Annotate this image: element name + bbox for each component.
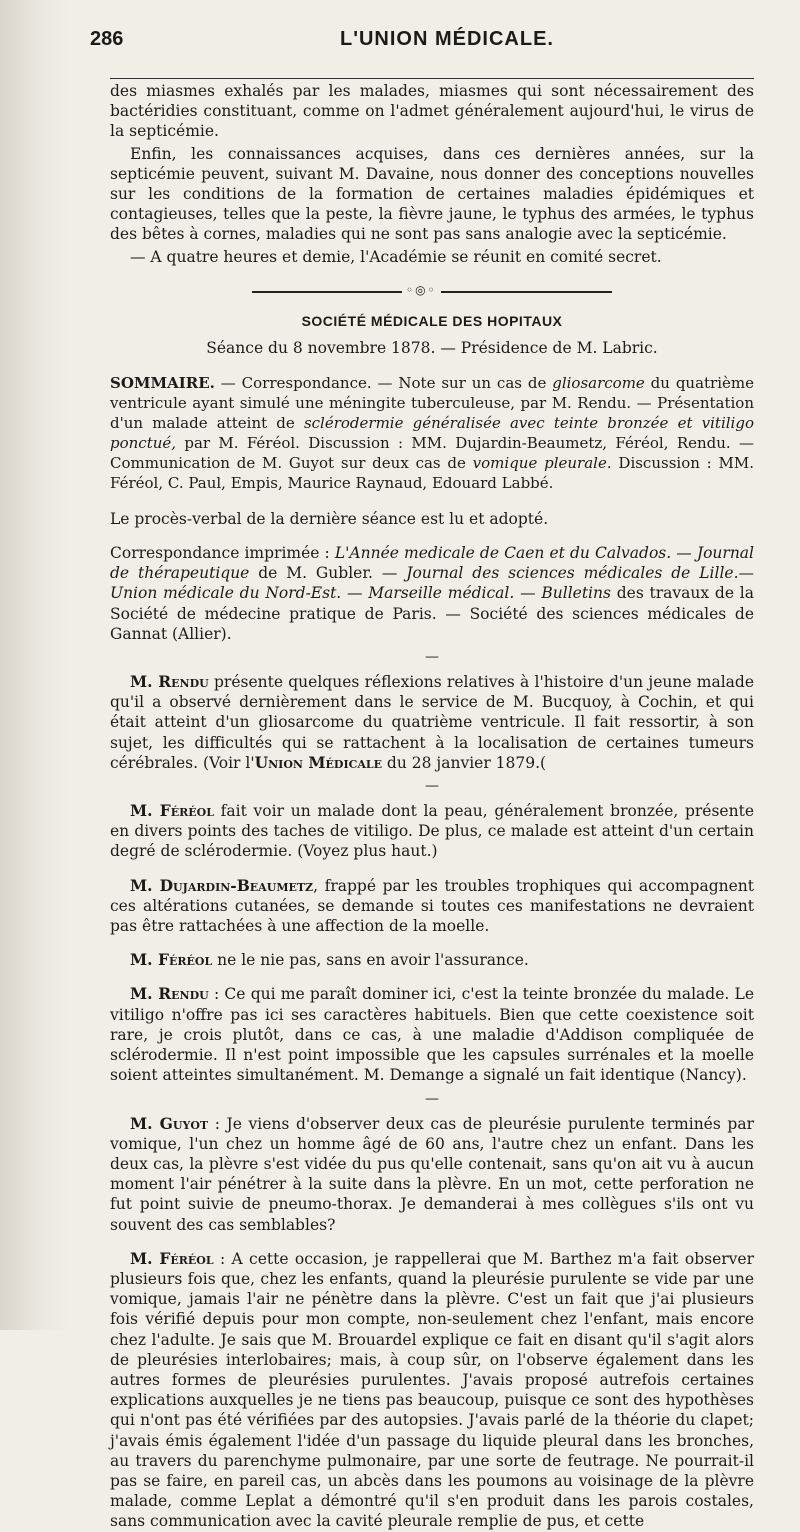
speech-text: fait voir un malade dont la peau, généralement bronzée, présente en divers points des taches de vitiligo. De plus, ce malade est atteint d'un certain degré de sclérodermie. (Voyez plus haut.) [110,802,754,861]
sommaire-lead: SOMMAIRE. [110,373,215,392]
corr-italic: Journal de thérapeutique [110,544,754,583]
speech-text: ne le nie pas, sans en avoir l'assurance. [212,951,529,970]
sommaire-italic: gliosarcome [552,373,645,392]
fereol-paragraph-3 [110,1249,754,1532]
speaker-name: M. Guyot [130,1113,209,1133]
corr-part: de M. Gubler. — [249,564,407,583]
speaker-name: M. Féréol [130,950,213,970]
sommaire [110,373,754,493]
header-rule [110,78,754,79]
running-header [90,28,754,60]
corr-italic: Marseille médical. [368,584,515,603]
sommaire-part: par M. Féréol. Discussion : MM. Dujardin-Beaumetz, Féréol, Rendu. — Communication de M. Guyot sur deux cas de [110,433,754,472]
intro-paragraph-2: Enfin, les connaissances acquises, dans ces dernières années, sur la septicémie peuvent, suivant M. Davaine, nous donner des conceptions nouvelles sur les conditions de la formation de certaines maladies épidémiques et contagieuses, telles que la peste, la fièvre jaune, le typhus des armées, le typhus des bêtes à cornes, maladies qui ne sont pas sans analogie avec la septicémie. [110,144,754,244]
sommaire-italic: sclérodermie généralisée avec teinte bronzée et vitiligo ponctué, [110,413,754,452]
dujardin-paragraph [110,876,754,937]
separator-dash: — [425,1090,439,1107]
corr-part: — [671,544,697,563]
correspondance [110,543,754,644]
separator-dash: — [425,649,439,666]
corr-italic: Journal des sciences médicales de Lille.— Union médicale du Nord-Est. [110,564,754,603]
journal-title: L'UNION MÉDICALE. [340,28,554,50]
sommaire-italic: vomique pleurale. [472,453,612,472]
corr-part: des travaux de la Société de médecine pratique de Paris. — Société des sciences médicales de Gannat (Allier). [110,584,754,643]
section-ornament: ◦◎◦ [252,287,612,297]
corr-part: — [341,584,369,603]
corr-italic: L'Année medicale de Caen et du Calvados. [334,544,672,563]
corr-part: — [514,584,542,603]
speech-text: présente quelques réflexions relatives à l'histoire d'un jeune malade qu'il a observé dernièrement dans le service de M. Bucquoy, à Cochin, et qui était atteint d'un gliosarcome du quatrième ventricule. Il fait ressortir, à son sujet, les difficultés qui se rattachent à la localisation de certaines tumeurs cérébrales. (Voir l' [110,673,754,772]
society-title: SOCIÉTÉ MÉDICALE DES HOPITAUX [301,312,563,329]
rendu-paragraph-1 [110,672,754,773]
speaker-name: M. Rendu [130,984,209,1004]
speech-text: : Ce qui me paraît dominer ici, c'est la teinte bronzée du malade. Le vitiligo n'offre pas ici ses caractères habituels. Bien que cette coexistence soit rare, je crois plutôt, dans ce cas, à une maladie d'Addison compliquée de sclérodermie. Il n'est point impossible que les capsules surrénales et la moelle soient atteintes simultanément. M. Demange a signalé un fait identique (Nancy). [110,985,754,1085]
speech-text: : Je viens d'observer deux cas de pleurésie purulente terminés par vomique, l'un chez un homme âgé de 60 ans, l'autre chez un enfant. Dans les deux cas, la plèvre s'est vidée du pus qu'elle contenait, sans qu'on ait vu à aucun moment l'air pénétrer à la suite dans la plèvre. En un mot, cette perforation ne fut point suivie de pneumo-thorax. Je demanderai à mes collègues s'ils ont vu souvent des cas semblables? [110,1114,754,1234]
fereol-paragraph-2 [110,950,754,970]
intro-paragraph-1: des miasmes exhalés par les malades, miasmes qui sont nécessairement des bactéridies constituant, comme on l'admet généralement aujourd'hui, le virus de la septicémie. [110,82,754,141]
speaker-name: M. Féréol [130,1248,214,1268]
fereol-paragraph-1 [110,801,754,862]
sommaire-part: Discussion : MM. Féréol, C. Paul, Empis, Maurice Raynaud, Edouard Labbé. [110,453,754,492]
journal-reference: Union Médicale [254,752,382,772]
separator-dash: — [425,778,439,795]
corr-part: Correspondance imprimée : [110,544,335,563]
page-number: 286 [90,28,124,50]
sommaire-part: — Correspondance. — Note sur un cas de [214,373,553,392]
proces-verbal: Le procès-verbal de la dernière séance est lu et adopté. [110,509,549,528]
sommaire-part: du quatrième ventricule ayant simulé une méningite tuberculeuse, par M. Rendu. — Présentation d'un malade atteint de [110,373,754,432]
intro-paragraph-3: — A quatre heures et demie, l'Académie se réunit en comité secret. [130,247,662,266]
speech-text: du 28 janvier 1879.( [382,753,547,772]
rendu-paragraph-2 [110,984,754,1085]
speech-text: : A cette occasion, je rappellerai que M. Barthez m'a fait observer plusieurs fois que, chez les enfants, quand la pleurésie purulente se vide par une vomique, jamais l'air ne pénètre dans la plèvre. C'est un fait que j'ai plusieurs fois vérifié depuis pour mon compte, non-seulement chez l'enfant, mais encore chez l'adulte. Je sais que M. Brouardel explique ce fait en disant qu'il s'agit alors de pleurésies interlobaires; mais, à coup sûr, on l'observe également dans les autres formes de pleurésies purulentes. J'avais proposé autrefois certaines explications auxquelles je ne tiens pas beaucoup, puisque ce sont des hypothèses qui n'ont pas été vérifiées par des autopsies. J'avais parlé de la théorie du clapet; j'avais émis également l'idée d'un passage du liquide pleural dans les bronches, au travers du parenchyme pulmonaire, par une sorte de feutrage. Ne pourrait-il pas se faire, en pareil cas, un abcès dans les poumons au voisinage de la plèvre malade, comme Leplat a démontré qu'il s'en produit dans les parois costales, sans communication avec la cavité pleurale remplie de pus, et cette [110,1249,754,1531]
speaker-name: M. Féréol [130,801,214,821]
corr-italic: Bulletins [541,584,611,603]
guyot-paragraph [110,1114,754,1235]
speaker-name: M. Dujardin-Beaumetz [130,875,314,895]
speaker-name: M. Rendu [130,672,209,692]
speech-text: , frappé par les troubles trophiques qui accompagnent ces altérations cutanées, se demande si toutes ces manifestations ne devraient pas être rattachées à une affection de la moelle. [110,876,754,936]
seance-line: Séance du 8 novembre 1878. — Présidence de M. Labric. [206,338,658,357]
